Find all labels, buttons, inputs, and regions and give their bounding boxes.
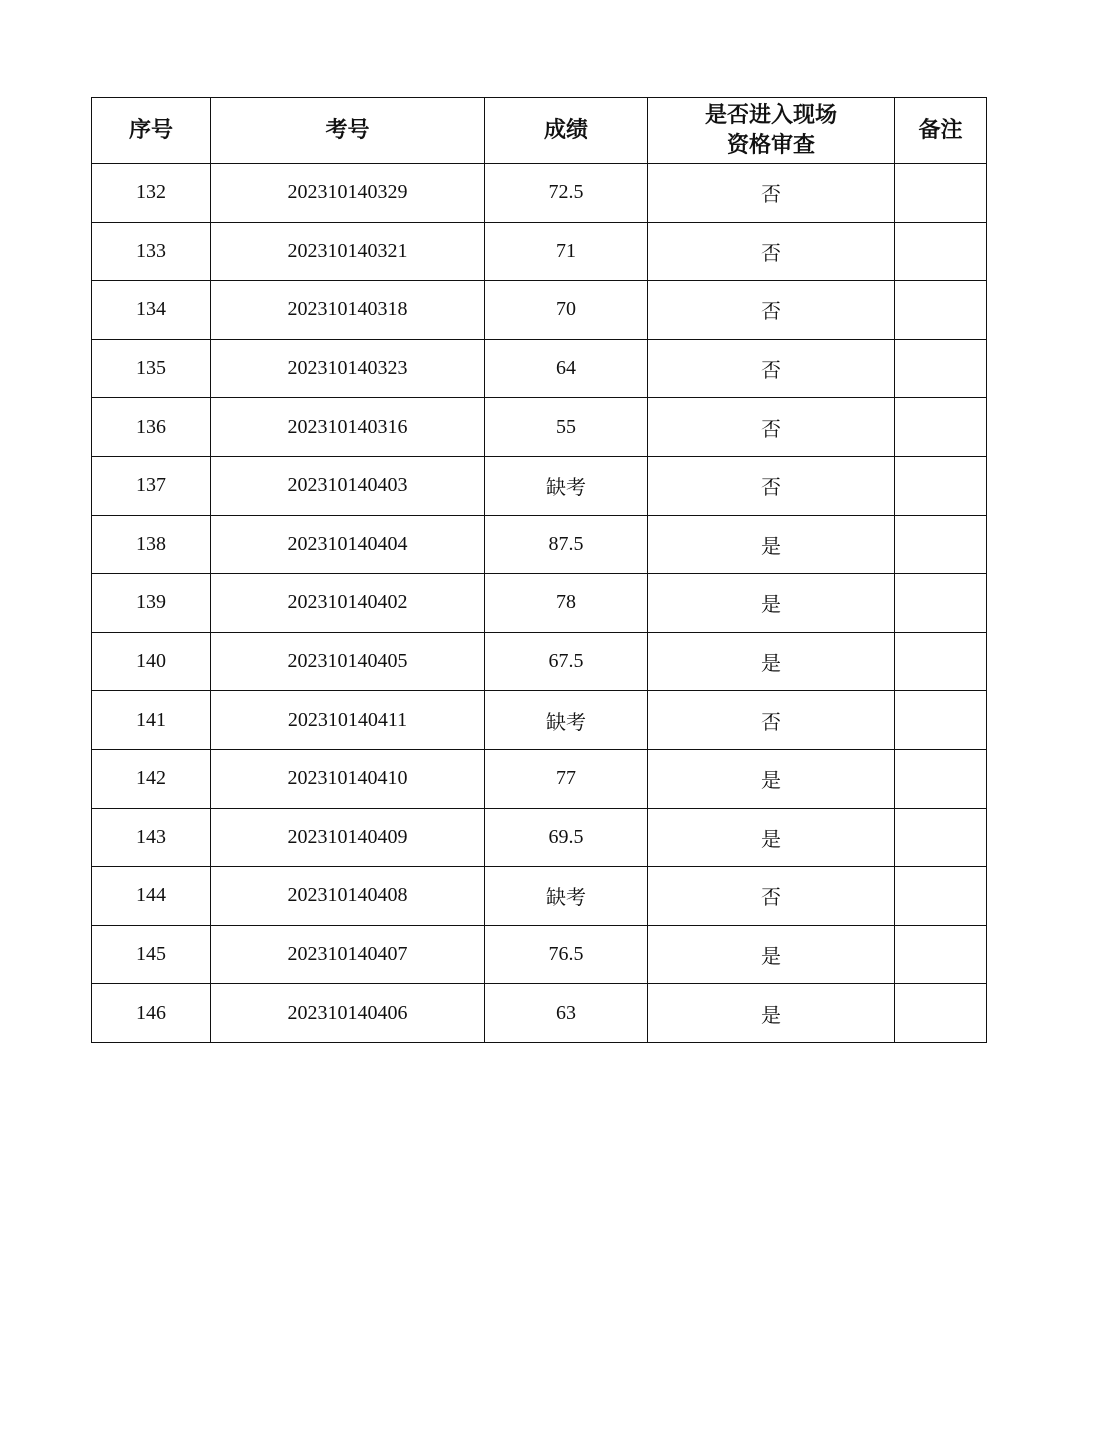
cell-seq: 134 (92, 281, 211, 340)
header-remark: 备注 (895, 98, 987, 164)
cell-score: 缺考 (485, 456, 648, 515)
table-row (92, 749, 987, 808)
cell-remark (895, 398, 987, 457)
cell-remark (895, 925, 987, 984)
cell-exam-no: 202310140404 (211, 515, 485, 574)
cell-qualified: 是 (648, 984, 895, 1043)
cell-qualified: 否 (648, 867, 895, 926)
table-row (92, 632, 987, 691)
cell-score: 69.5 (485, 808, 648, 867)
cell-qualified: 是 (648, 925, 895, 984)
cell-exam-no: 202310140407 (211, 925, 485, 984)
cell-qualified: 是 (648, 632, 895, 691)
header-seq: 序号 (92, 98, 211, 164)
cell-remark (895, 691, 987, 750)
cell-score: 63 (485, 984, 648, 1043)
cell-remark (895, 222, 987, 281)
table-row (92, 984, 987, 1043)
cell-remark (895, 456, 987, 515)
cell-qualified: 否 (648, 398, 895, 457)
cell-exam-no: 202310140406 (211, 984, 485, 1043)
cell-seq: 132 (92, 164, 211, 223)
table-row (92, 398, 987, 457)
cell-seq: 144 (92, 867, 211, 926)
cell-score: 76.5 (485, 925, 648, 984)
cell-remark (895, 574, 987, 633)
table-row (92, 691, 987, 750)
cell-exam-no: 202310140329 (211, 164, 485, 223)
header-row (92, 98, 987, 164)
cell-score: 64 (485, 339, 648, 398)
cell-seq: 135 (92, 339, 211, 398)
score-table (91, 97, 987, 1043)
cell-exam-no: 202310140408 (211, 867, 485, 926)
header-exam-no: 考号 (211, 98, 485, 164)
cell-exam-no: 202310140316 (211, 398, 485, 457)
cell-seq: 146 (92, 984, 211, 1043)
cell-qualified: 是 (648, 808, 895, 867)
cell-seq: 139 (92, 574, 211, 633)
cell-remark (895, 632, 987, 691)
cell-remark (895, 867, 987, 926)
header-score: 成绩 (485, 98, 648, 164)
cell-qualified: 是 (648, 574, 895, 633)
table-row (92, 808, 987, 867)
cell-remark (895, 339, 987, 398)
cell-qualified: 是 (648, 515, 895, 574)
cell-exam-no: 202310140318 (211, 281, 485, 340)
table-row (92, 281, 987, 340)
cell-seq: 140 (92, 632, 211, 691)
cell-score: 71 (485, 222, 648, 281)
cell-seq: 137 (92, 456, 211, 515)
cell-score: 70 (485, 281, 648, 340)
cell-qualified: 否 (648, 222, 895, 281)
header-qualified (648, 98, 895, 164)
cell-score: 缺考 (485, 867, 648, 926)
table-row (92, 574, 987, 633)
table-row (92, 456, 987, 515)
cell-exam-no: 202310140410 (211, 749, 485, 808)
cell-remark (895, 164, 987, 223)
header-qualified-line2: 资格审查 (726, 132, 815, 158)
header-qualified-line1: 是否进入现场 (704, 102, 837, 128)
cell-qualified: 否 (648, 164, 895, 223)
cell-seq: 145 (92, 925, 211, 984)
cell-exam-no: 202310140402 (211, 574, 485, 633)
cell-seq: 133 (92, 222, 211, 281)
table-header (92, 98, 987, 164)
cell-remark (895, 984, 987, 1043)
table-row (92, 164, 987, 223)
cell-exam-no: 202310140321 (211, 222, 485, 281)
cell-score: 78 (485, 574, 648, 633)
cell-seq: 143 (92, 808, 211, 867)
cell-remark (895, 749, 987, 808)
cell-qualified: 否 (648, 339, 895, 398)
cell-seq: 136 (92, 398, 211, 457)
cell-qualified: 否 (648, 691, 895, 750)
cell-remark (895, 281, 987, 340)
cell-remark (895, 515, 987, 574)
cell-remark (895, 808, 987, 867)
cell-exam-no: 202310140409 (211, 808, 485, 867)
cell-score: 77 (485, 749, 648, 808)
cell-score: 87.5 (485, 515, 648, 574)
cell-qualified: 否 (648, 281, 895, 340)
cell-score: 55 (485, 398, 648, 457)
cell-qualified: 是 (648, 749, 895, 808)
cell-score: 67.5 (485, 632, 648, 691)
table-body (92, 164, 987, 1043)
cell-exam-no: 202310140405 (211, 632, 485, 691)
cell-exam-no: 202310140403 (211, 456, 485, 515)
cell-score: 72.5 (485, 164, 648, 223)
cell-seq: 142 (92, 749, 211, 808)
cell-qualified: 否 (648, 456, 895, 515)
table-row (92, 222, 987, 281)
table-row (92, 515, 987, 574)
cell-exam-no: 202310140323 (211, 339, 485, 398)
cell-seq: 138 (92, 515, 211, 574)
table-row (92, 925, 987, 984)
table-row (92, 867, 987, 926)
table-row (92, 339, 987, 398)
cell-score: 缺考 (485, 691, 648, 750)
cell-seq: 141 (92, 691, 211, 750)
cell-exam-no: 202310140411 (211, 691, 485, 750)
